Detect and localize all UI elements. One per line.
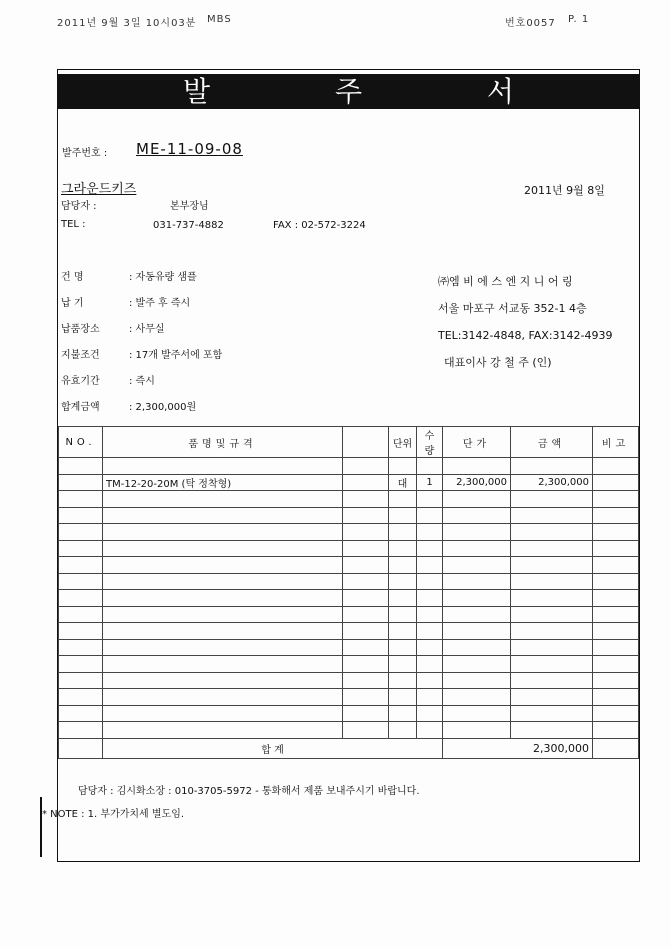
fax-sender: MBS — [207, 14, 232, 25]
table-cell — [389, 557, 417, 574]
table-cell — [389, 458, 417, 475]
table-cell — [443, 689, 511, 706]
table-cell — [389, 623, 417, 640]
table-row-empty — [59, 606, 639, 623]
table-cell — [389, 722, 417, 739]
total-amount: 2,300,000 — [443, 738, 593, 758]
table-cell — [103, 491, 343, 508]
total-row — [59, 738, 639, 758]
table-cell — [389, 507, 417, 524]
table-cell — [593, 491, 639, 508]
header-item: 품명및규격 — [103, 427, 343, 458]
header-price: 단가 — [443, 427, 511, 458]
table-cell — [103, 672, 343, 689]
table-cell: 1 — [417, 474, 443, 491]
table-row-empty — [59, 507, 639, 524]
header-unit: 단위 — [389, 427, 417, 458]
table-cell — [593, 557, 639, 574]
table-cell: 2,300,000 — [511, 474, 593, 491]
table-cell — [417, 722, 443, 739]
table-cell — [59, 458, 103, 475]
table-cell — [511, 623, 593, 640]
order-no-label: 발주번호 : — [62, 148, 108, 159]
table-cell — [389, 590, 417, 607]
table-row-empty — [59, 672, 639, 689]
table-cell — [59, 491, 103, 508]
table-cell — [343, 606, 389, 623]
detail-delivery: 납 기 : 발주 후 즉시 — [61, 298, 191, 309]
table-cell — [59, 656, 103, 673]
table-cell — [59, 557, 103, 574]
table-cell — [443, 491, 511, 508]
table-row-empty — [59, 590, 639, 607]
table-cell — [59, 507, 103, 524]
table-cell — [389, 656, 417, 673]
table-cell — [343, 722, 389, 739]
table-cell — [511, 705, 593, 722]
table-cell — [511, 557, 593, 574]
table-cell — [593, 507, 639, 524]
table-cell — [103, 689, 343, 706]
table-cell — [343, 590, 389, 607]
table-cell — [511, 590, 593, 607]
table-cell: 대 — [389, 474, 417, 491]
table-cell — [511, 672, 593, 689]
table-row-empty — [59, 557, 639, 574]
table-cell — [103, 524, 343, 541]
order-date: 2011년 9월 8일 — [524, 184, 605, 197]
table-cell — [343, 623, 389, 640]
table-cell — [511, 639, 593, 656]
table-cell — [343, 507, 389, 524]
table-cell — [443, 656, 511, 673]
table-cell — [389, 689, 417, 706]
table-cell — [103, 540, 343, 557]
table-cell — [511, 491, 593, 508]
table-cell — [417, 656, 443, 673]
company-block — [438, 268, 613, 376]
table-cell — [511, 507, 593, 524]
detail-payment: 지불조건 : 17개 발주서에 포함 — [61, 350, 223, 361]
table-cell — [593, 524, 639, 541]
table-cell — [343, 458, 389, 475]
table-cell — [443, 458, 511, 475]
table-cell — [389, 540, 417, 557]
table-cell — [59, 689, 103, 706]
vendor-tel: 031-737-4882 — [153, 220, 224, 231]
company-phone: TEL:3142-4848, FAX:3142-4939 — [438, 329, 613, 342]
order-number: ME-11-09-08 — [136, 140, 243, 158]
table-cell — [593, 689, 639, 706]
vendor-name: 그라운드키즈 — [61, 182, 137, 197]
document-title: 발 주 서 — [58, 74, 639, 109]
table-row-empty — [59, 639, 639, 656]
table-cell — [59, 573, 103, 590]
table-cell — [593, 606, 639, 623]
table-row-empty — [59, 722, 639, 739]
table-cell — [103, 705, 343, 722]
table-cell — [511, 722, 593, 739]
table-cell — [103, 507, 343, 524]
table-cell — [417, 689, 443, 706]
table-cell — [389, 524, 417, 541]
table-cell — [343, 672, 389, 689]
table-cell — [59, 474, 103, 491]
header-qty: 수량 — [417, 427, 443, 458]
table-cell — [103, 458, 343, 475]
header-remarks: 비고 — [593, 427, 639, 458]
vendor-contact-label: 담당자 : — [61, 201, 97, 212]
table-cell — [389, 606, 417, 623]
total-label: 합 계 — [103, 738, 443, 758]
table-cell — [511, 458, 593, 475]
table-cell — [103, 590, 343, 607]
table-cell — [389, 639, 417, 656]
table-row-empty — [59, 491, 639, 508]
table-cell — [389, 705, 417, 722]
table-cell — [343, 491, 389, 508]
table-row-empty — [59, 623, 639, 640]
vendor-tel-label: TEL : — [61, 219, 86, 230]
detail-subject: 건 명 : 자동유량 샘플 — [61, 272, 197, 283]
header-blank — [343, 427, 389, 458]
table-cell — [343, 524, 389, 541]
table-cell — [511, 689, 593, 706]
table-cell — [593, 656, 639, 673]
table-cell — [59, 639, 103, 656]
table-cell — [417, 672, 443, 689]
table-cell — [343, 540, 389, 557]
table-cell — [593, 639, 639, 656]
detail-location: 납품장소 : 사무실 — [61, 324, 165, 335]
table-cell — [443, 623, 511, 640]
fax-datetime: 2011년 9월 3일 10시03분 — [57, 18, 197, 29]
contact-note: 담당자 : 김시화소장 : 010-3705-5972 - 통화해서 제품 보내주시기 바랍니다. — [78, 786, 420, 797]
table-cell — [511, 540, 593, 557]
table-cell — [511, 656, 593, 673]
table-cell — [443, 507, 511, 524]
table-cell — [103, 639, 343, 656]
table-cell — [59, 524, 103, 541]
table-cell — [103, 557, 343, 574]
fax-number: 번호0057 — [505, 18, 556, 29]
table-cell — [343, 573, 389, 590]
table-cell — [417, 573, 443, 590]
header-no: NO. — [59, 427, 103, 458]
table-cell — [593, 722, 639, 739]
table-cell — [417, 606, 443, 623]
table-cell — [389, 672, 417, 689]
table-header-row — [59, 427, 639, 458]
table-cell — [103, 623, 343, 640]
table-cell — [343, 557, 389, 574]
table-cell — [343, 689, 389, 706]
table-cell — [443, 606, 511, 623]
table-cell — [443, 590, 511, 607]
table-cell — [511, 573, 593, 590]
order-details — [61, 265, 222, 421]
table-cell — [417, 524, 443, 541]
table-cell — [103, 606, 343, 623]
left-margin-line — [40, 797, 42, 857]
table-cell — [443, 705, 511, 722]
table-cell — [593, 540, 639, 557]
table-cell — [417, 705, 443, 722]
detail-total: 합계금액 : 2,300,000원 — [61, 402, 197, 413]
table-cell — [417, 540, 443, 557]
table-cell — [59, 606, 103, 623]
table-cell — [343, 656, 389, 673]
table-row-empty — [59, 524, 639, 541]
table-cell — [593, 623, 639, 640]
table-cell — [103, 656, 343, 673]
table-cell — [443, 639, 511, 656]
table-cell — [443, 573, 511, 590]
table-cell — [443, 557, 511, 574]
table-row — [59, 474, 639, 491]
table-cell — [389, 491, 417, 508]
table-cell — [59, 623, 103, 640]
table-cell: 2,300,000 — [443, 474, 511, 491]
table-cell — [443, 672, 511, 689]
company-ceo: 대표이사 강 철 주 (인) — [444, 356, 552, 369]
table-cell: TM-12-20-20M (탁 정착형) — [103, 474, 343, 491]
table-cell — [59, 540, 103, 557]
table-cell — [343, 474, 389, 491]
table-cell — [593, 458, 639, 475]
table-cell — [103, 722, 343, 739]
table-cell — [59, 722, 103, 739]
detail-validity: 유효기간 : 즉시 — [61, 376, 155, 387]
table-cell — [593, 474, 639, 491]
table-cell — [59, 590, 103, 607]
table-row-empty — [59, 656, 639, 673]
vendor-fax: FAX : 02-572-3224 — [273, 220, 366, 231]
company-address: 서울 마포구 서교동 352-1 4층 — [438, 302, 587, 315]
table-cell — [103, 573, 343, 590]
table-cell — [443, 524, 511, 541]
table-row — [59, 458, 639, 475]
table-cell — [417, 458, 443, 475]
table-cell — [593, 705, 639, 722]
table-cell — [343, 639, 389, 656]
table-cell — [417, 557, 443, 574]
table-row-empty — [59, 689, 639, 706]
company-name: ㈜엠 비 에 스 엔 지 니 어 링 — [438, 275, 573, 288]
table-row-empty — [59, 573, 639, 590]
table-cell — [343, 705, 389, 722]
items-table — [58, 426, 639, 759]
table-cell — [593, 590, 639, 607]
vendor-contact: 본부장님 — [170, 201, 209, 212]
table-cell — [417, 590, 443, 607]
table-cell — [593, 672, 639, 689]
table-cell — [417, 623, 443, 640]
table-cell — [417, 491, 443, 508]
fax-page: P. 1 — [568, 14, 590, 25]
header-amount: 금액 — [511, 427, 593, 458]
table-cell — [417, 507, 443, 524]
table-cell — [593, 573, 639, 590]
table-row-empty — [59, 540, 639, 557]
table-cell — [511, 606, 593, 623]
table-cell — [59, 672, 103, 689]
footnote: * NOTE : 1. 부가가치세 별도임. — [42, 809, 185, 820]
table-cell — [417, 639, 443, 656]
purchase-order-form — [57, 69, 640, 862]
table-cell — [389, 573, 417, 590]
table-cell — [59, 705, 103, 722]
table-row-empty — [59, 705, 639, 722]
table-cell — [443, 722, 511, 739]
table-cell — [443, 540, 511, 557]
table-cell — [511, 524, 593, 541]
